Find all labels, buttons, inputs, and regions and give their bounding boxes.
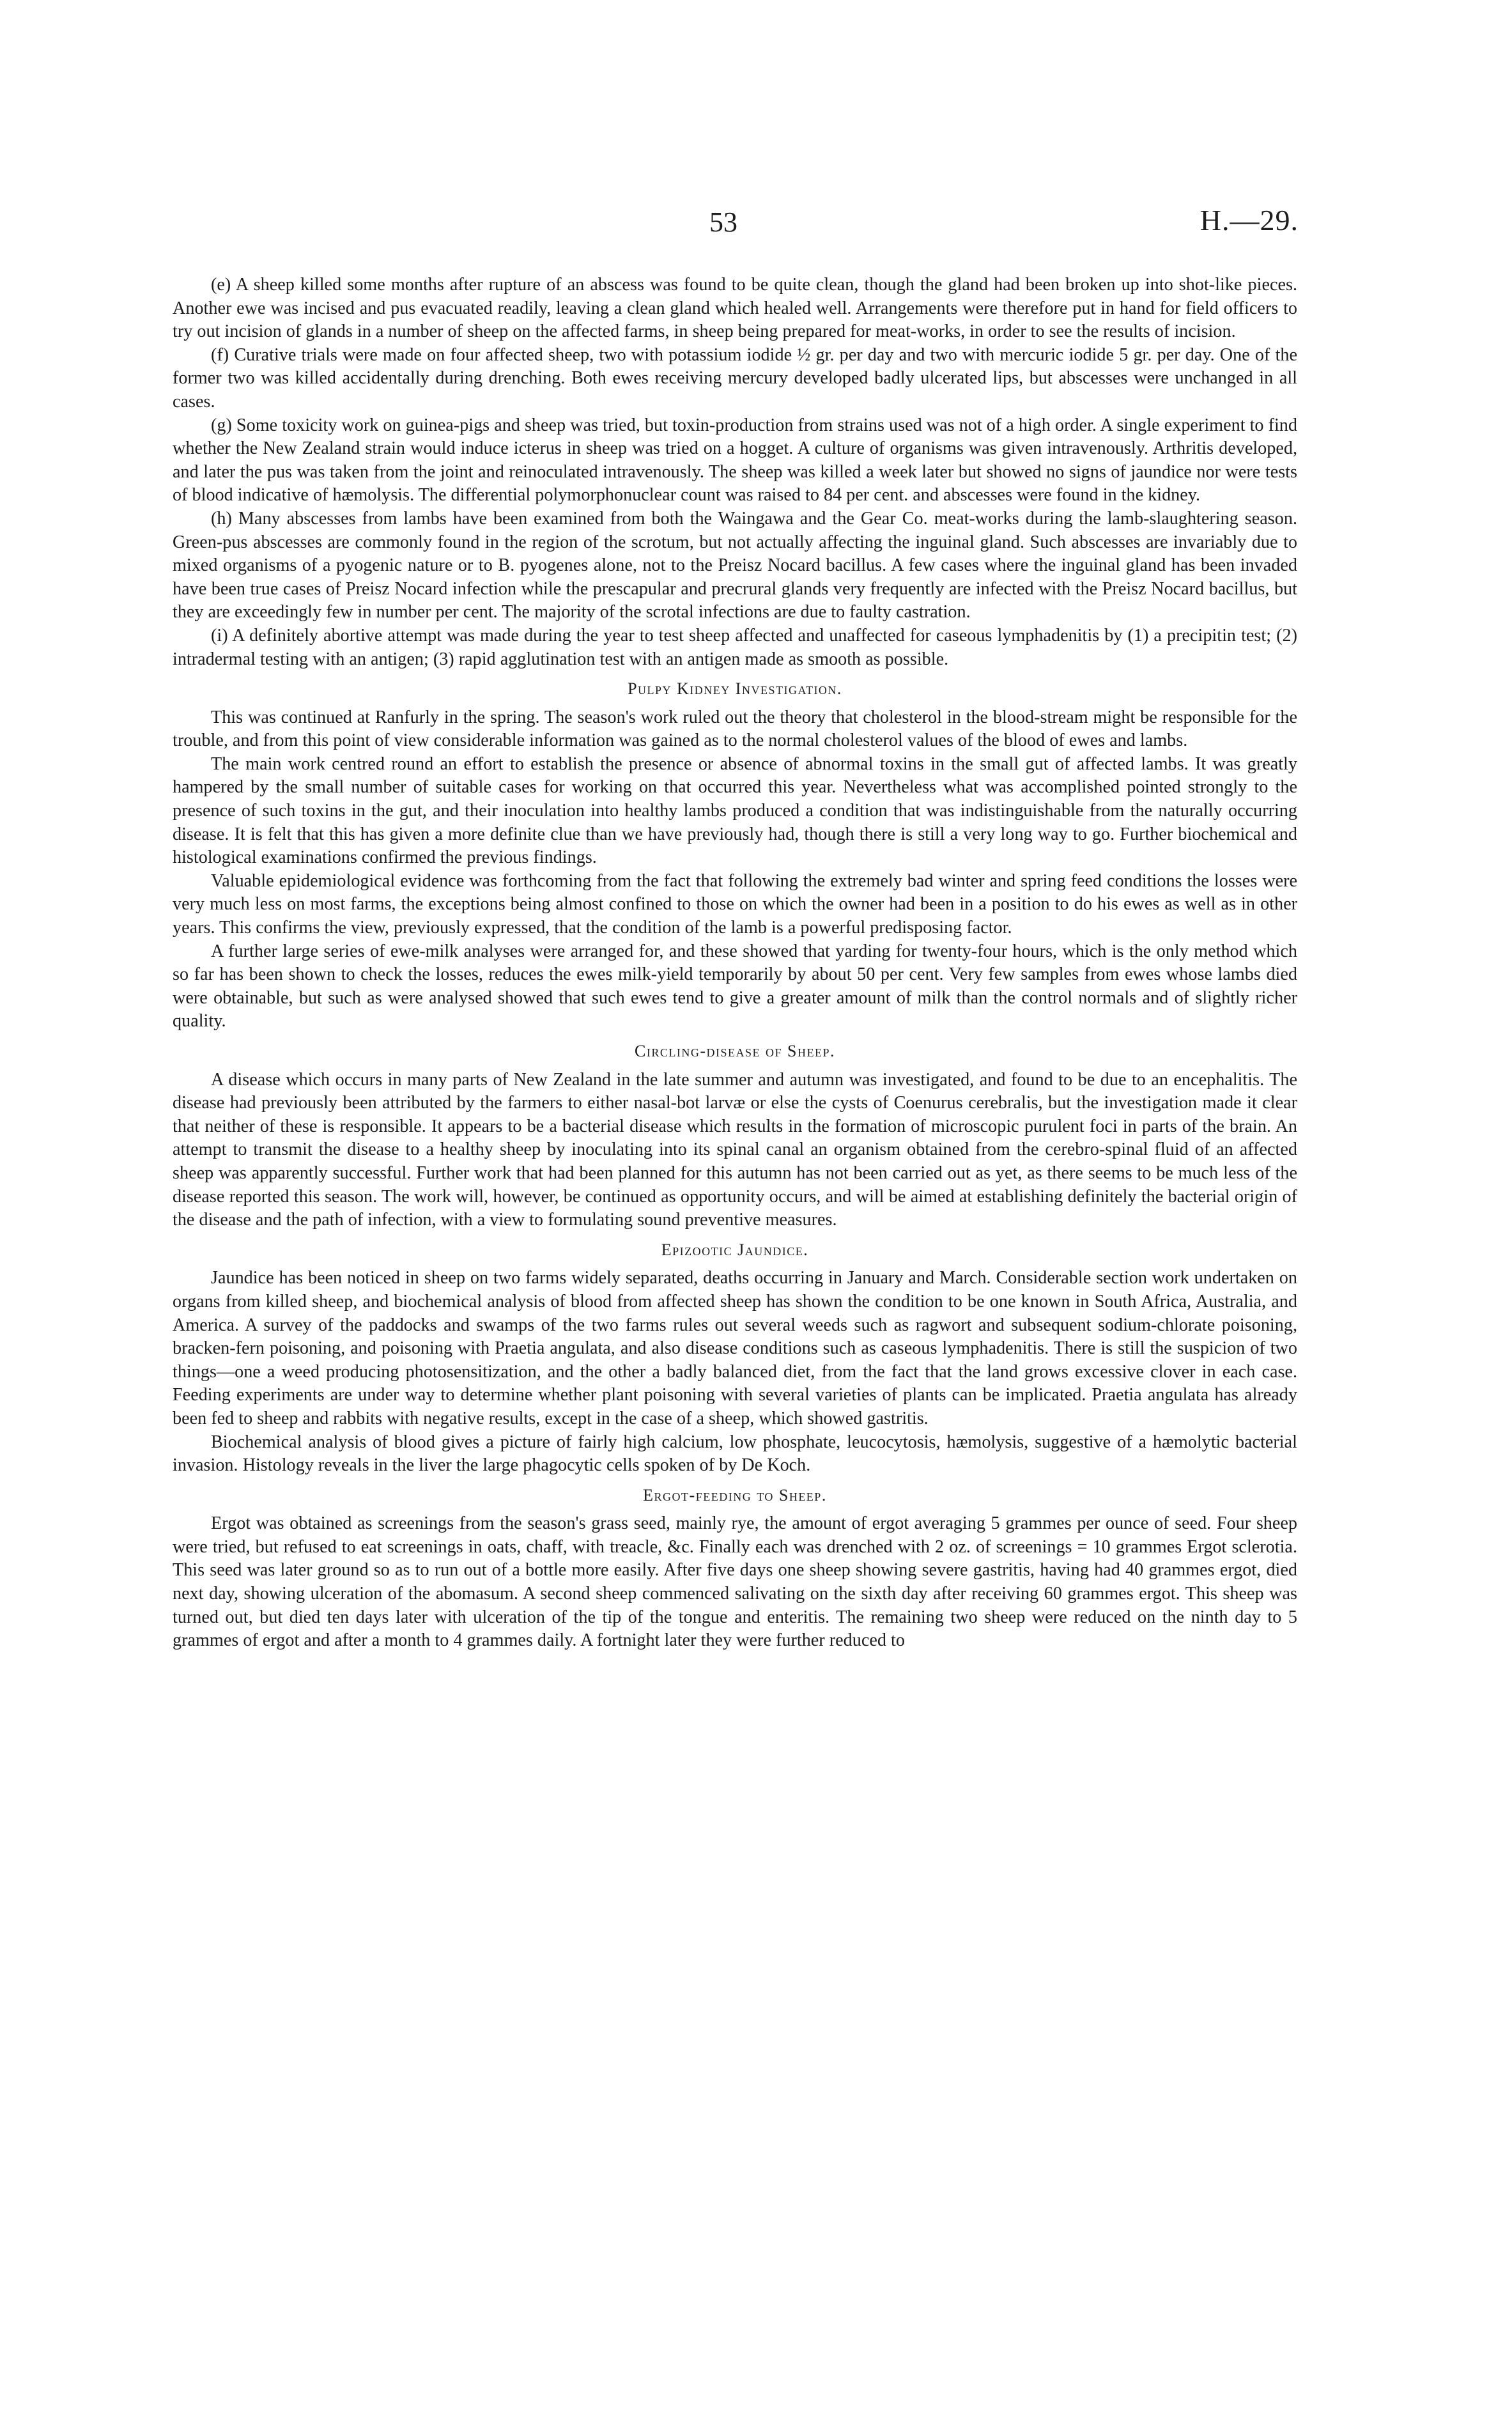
paragraph-g: (g) Some toxicity work on guinea-pigs and sheep was tried, but toxin-production from strains used was not of a high order. A single experiment to find whether the New Zealand strain would induce icterus in sheep was tried on a hogget. A culture of organisms was given intravenously. Arthritis developed, and later the pus was taken from the joint and reinoculated intravenously. The sheep was killed a week later but showed no signs of jaundice nor were tests of blood indicative of hæmolysis. The differential polymorphonuclear count was raised to 84 per cent. and abscesses were found in the kidney. — [173, 415, 1297, 506]
heading-pulpy-kidney: Pulpy Kidney Investigation. — [628, 679, 842, 699]
heading-epizootic-jaundice: Epizootic Jaundice. — [661, 1240, 809, 1259]
heading-circling-disease: Circling-disease of Sheep. — [635, 1042, 835, 1060]
paragraph-h: (h) Many abscesses from lambs have been examined from both the Waingawa and the Gear Co. meat-works during the lamb-slaughtering season. Green-pus abscesses are commonly found in the region of the scrotum, but not actually affecting the inguinal gland. Such abscesses are invariably due to mixed organisms of a pyogenic nature or to B. pyogenes alone, not to the Preisz Nocard bacillus. A few cases where the inguinal gland has been invaded have been true cases of Preisz Nocard infection while the prescapular and precrural glands very frequently are infected with the Preisz Nocard bacillus, but they are exceedingly few in number per cent. The majority of the scrotal infections are due to faulty castration. — [173, 508, 1297, 622]
jaundice-paragraph-1: Jaundice has been noticed in sheep on two farms widely separated, deaths occurring in January and March. Considerable section work undertaken on organs from killed sheep, and biochemical analysis of blood from affected sheep has shown the condition to be one known in South Africa, Australia, and America. A survey of the paddocks and swamps of the two farms rules out several weeds such as ragwort and subsequent sodium-chlorate poisoning, bracken-fern poisoning, and poisoning with Praetia angulata, and also disease conditions such as caseous lymphadenitis. There is still the suspicion of two things—one a weed producing photosensitization, and the other a badly balanced diet, from the fact that the land grows excessive clover in each case. Feeding experiments are under way to determine whether plant poisoning with several varieties of plants can be implicated. Praetia angulata has already been fed to sheep and rabbits with negative results, except in the case of a sheep, which showed gastritis. — [173, 1268, 1297, 1428]
paragraph-i: (i) A definitely abortive attempt was made during the year to test sheep affected and unaffected for caseous lymphadenitis by (1) a precipitin test; (2) intradermal testing with an antigen; (3) rapid agglutination test with an antigen made as smooth as possible. — [173, 625, 1297, 669]
jaundice-paragraph-2: Biochemical analysis of blood gives a picture of fairly high calcium, low phosphate, leucocytosis, hæmolysis, suggestive of a hæmolytic bacterial invasion. Histology reveals in the liver the large phagocytic cells spoken of by De Koch. — [173, 1432, 1297, 1476]
pulpy-kidney-paragraph-1: This was continued at Ranfurly in the spring. The season's work ruled out the theory that cholesterol in the blood-stream might be responsible for the trouble, and from this point of view considerable information was gained as to the normal cholesterol values of the blood of ewes and lambs. — [173, 707, 1297, 751]
pulpy-kidney-paragraph-3: Valuable epidemiological evidence was forthcoming from the fact that following the extremely bad winter and spring feed conditions the losses were very much less on most farms, the exceptions being almost confined to those on which the owner had been in a position to do his ewes as well as in other years. This confirms the view, previously expressed, that the condition of the lamb is a powerful predisposing factor. — [173, 870, 1297, 938]
document-reference: H.—29. — [1200, 204, 1299, 236]
pulpy-kidney-paragraph-4: A further large series of ewe-milk analyses were arranged for, and these showed that yarding for twenty-four hours, which is the only method which so far has been shown to check the losses, reduces the ewes milk-yield temporarily by about 50 per cent. Very few samples from ewes whose lambs died were obtainable, but such as were analysed showed that such ewes tend to give a greater amount of milk than the control normals and of slightly richer quality. — [173, 941, 1297, 1032]
page-number: 53 — [709, 206, 737, 238]
ergot-paragraph-1: Ergot was obtained as screenings from the season's grass seed, mainly rye, the amount of ergot averaging 5 grammes per ounce of seed. Four sheep were tried, but refused to eat screenings in oats, chaff, with treacle, &c. Finally each was drenched with 2 oz. of screenings = 10 grammes Ergot sclerotia. This seed was later ground so as to run out of a bottle more easily. After five days one sheep showing severe gastritis, having had 40 grammes ergot, died next day, showing ulceration of the abomasum. A second sheep commenced salivating on the sixth day after receiving 60 grammes ergot. This sheep was turned out, but died ten days later with ulceration of the tip of the tongue and enteritis. The remaining two sheep were reduced on the ninth day to 5 grammes of ergot and after a month to 4 grammes daily. A fortnight later they were further reduced to — [173, 1513, 1297, 1651]
pulpy-kidney-paragraph-2: The main work centred round an effort to establish the presence or absence of abnormal toxins in the small gut of affected lambs. It was greatly hampered by the small number of suitable cases for working on that occurred this year. Nevertheless what was accomplished pointed strongly to the presence of such toxins in the gut, and their inoculation into healthy lambs produced a condition that was indistinguishable from the naturally occurring disease. It is felt that this has given a more definite clue than we have previously had, though there is still a very long way to go. Further biochemical and histological examinations confirmed the previous findings. — [173, 754, 1297, 868]
body-text — [173, 274, 1297, 1653]
paragraph-f: (f) Curative trials were made on four affected sheep, two with potassium iodide ½ gr. per day and two with mercuric iodide 5 gr. per day. One of the former two was killed accidentally during drenching. Both ewes receiving mercury developed badly ulcerated lips, but abscesses were unchanged in all cases. — [173, 344, 1297, 412]
heading-ergot-feeding: Ergot-feeding to Sheep. — [643, 1485, 827, 1504]
circling-paragraph-1: A disease which occurs in many parts of New Zealand in the late summer and autumn was investigated, and found to be due to an encephalitis. The disease had previously been attributed by the farmers to either nasal-bot larvæ or else the cysts of Coenurus cerebralis, but the investigation made it clear that neither of these is responsible. It appears to be a bacterial disease which results in the formation of microscopic purulent foci in parts of the brain. An attempt to transmit the disease to a healthy sheep by inoculating into its spinal canal an organism obtained from the cerebro-spinal fluid of an affected sheep was apparently successful. Further work that had been planned for this autumn has not been carried out as yet, as there seems to be much less of the disease reported this season. The work will, however, be continued as opportunity occurs, and will be aimed at establishing definitely the bacterial origin of the disease and the path of infection, with a view to formulating sound preventive measures. — [173, 1069, 1297, 1230]
paragraph-e: (e) A sheep killed some months after rupture of an abscess was found to be quite clean, though the gland had been broken up into shot-like pieces. Another ewe was incised and pus evacuated readily, leaving a clean gland which healed well. Arrangements were therefore put in hand for field officers to try out incision of glands in a number of sheep on the affected farms, in sheep being prepared for meat-works, in order to see the results of incision. — [173, 275, 1297, 342]
